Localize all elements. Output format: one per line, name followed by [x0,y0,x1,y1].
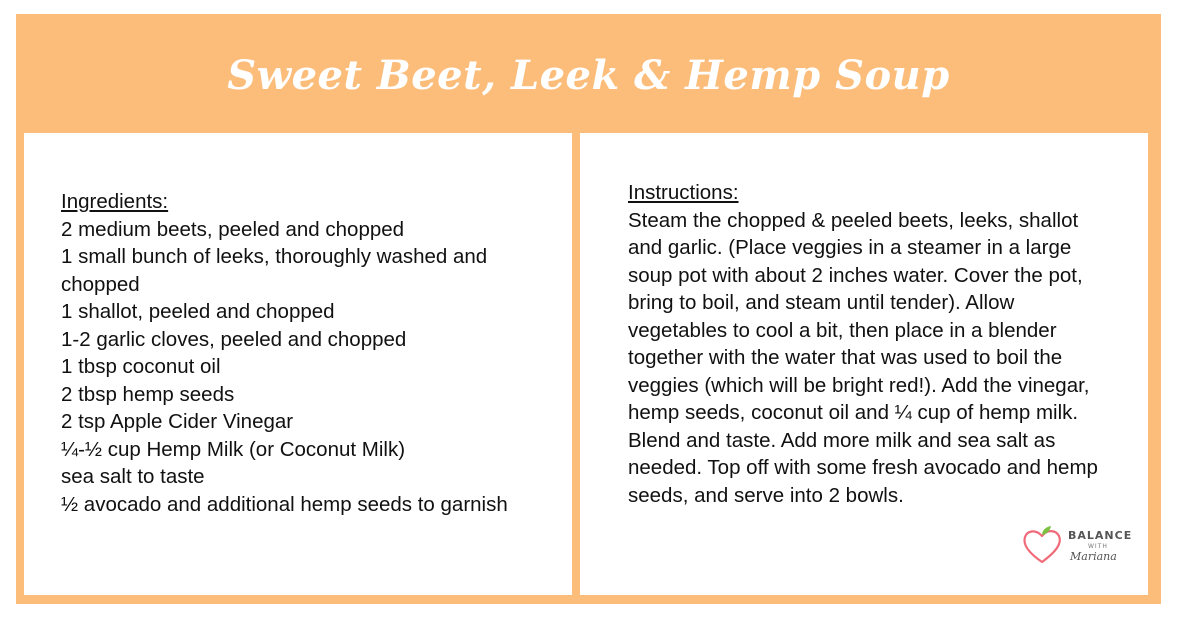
ingredient-item: 2 tbsp hemp seeds [61,382,235,406]
instructions-text: Steam the chopped & peeled beets, leeks, shallot and garlic. (Place veggies in a steamer in a large soup pot with about 2 inches water. Cover the pot, bring to boil, and steam until tender). Allow vegetables to cool a bit, then place in a blender together with the water that was used to boil the veggies (which will be bright red!). Add the vinegar, hemp seeds, coconut oil and ¼ cup of hemp milk. Blend and taste. Add more milk and sea salt as needed. Top off with some fresh avocado and hemp seeds, and serve into 2 bowls. [628,208,1098,507]
ingredient-item: sea salt to taste [61,465,205,488]
logo-text-mariana: Mariana [1070,550,1117,563]
logo-text-balance: BALANCE [1068,529,1133,542]
recipe-title: Sweet Beet, Leek & Hemp Soup [227,52,950,99]
ingredient-item: ½ avocado and additional hemp seeds to garnish [61,492,508,516]
ingredient-item: 1-2 garlic cloves, peeled and chopped [61,327,407,351]
instructions-heading: Instructions: [628,181,739,204]
heart-logo-icon [1020,524,1064,566]
ingredient-item: 2 medium beets, peeled and chopped [61,217,405,241]
logo-text-with: WITH [1088,543,1108,550]
ingredients-panel [24,133,572,595]
ingredients-heading: Ingredients: [61,190,169,213]
ingredient-item: 1 small bunch of leeks, thoroughly washed and chopped [61,245,488,296]
ingredient-item: 2 tsp Apple Cider Vinegar [61,410,294,433]
ingredient-item: ¼-½ cup Hemp Milk (or Coconut Milk) [61,437,406,461]
balance-with-mariana-logo [1020,522,1133,566]
ingredient-item: 1 shallot, peeled and chopped [61,300,335,323]
ingredient-item: 1 tbsp coconut oil [61,355,221,378]
